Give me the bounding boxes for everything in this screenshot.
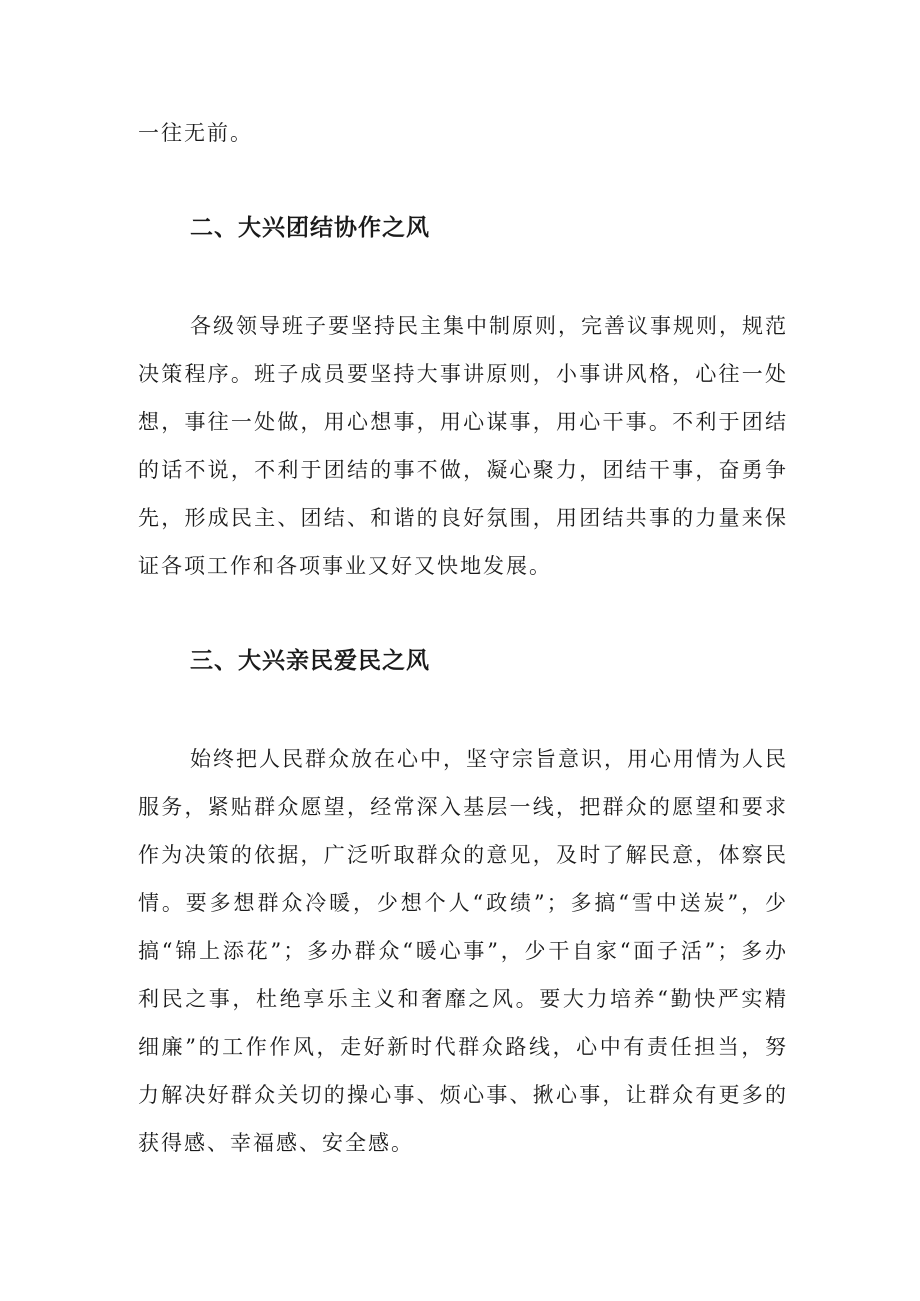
- section-heading-unity: 二、大兴团结协作之风: [190, 215, 430, 241]
- section-heading-people: 三、大兴亲民爱民之风: [190, 648, 430, 674]
- section-paragraph-people: 始终把人民群众放在心中，坚守宗旨意识，用心用情为人民服务，紧贴群众愿望，经常深入基层一线，把群众的愿望和要求作为决策的依据，广泛听取群众的意见，及时了解民意，体察民情。要多想群众冷暖，少想个人“政绩”；多搞“雪中送炭”，少搞“锦上添花”；多办群众“暖心事”，少干自家“面子活”；多办利民之事，杜绝享乐主义和奢靡之风。要大力培养“勤快严实精细廉”的工作作风，走好新时代群众路线，心中有责任担当，努力解决好群众关切的操心事、烦心事、揪心事，让群众有更多的获得感、幸福感、安全感。: [138, 747, 788, 1155]
- continuation-line: 一往无前。: [138, 121, 253, 145]
- section-paragraph-unity: 各级领导班子要坚持民主集中制原则，完善议事规则，规范决策程序。班子成员要坚持大事讲原则，小事讲风格，心往一处想，事往一处做，用心想事，用心谋事，用心干事。不利于团结的话不说，不利于团结的事不做，凝心聚力，团结干事，奋勇争先，形成民主、团结、和谐的良好氛围，用团结共事的力量来保证各项工作和各项事业又好又快地发展。: [138, 314, 788, 578]
